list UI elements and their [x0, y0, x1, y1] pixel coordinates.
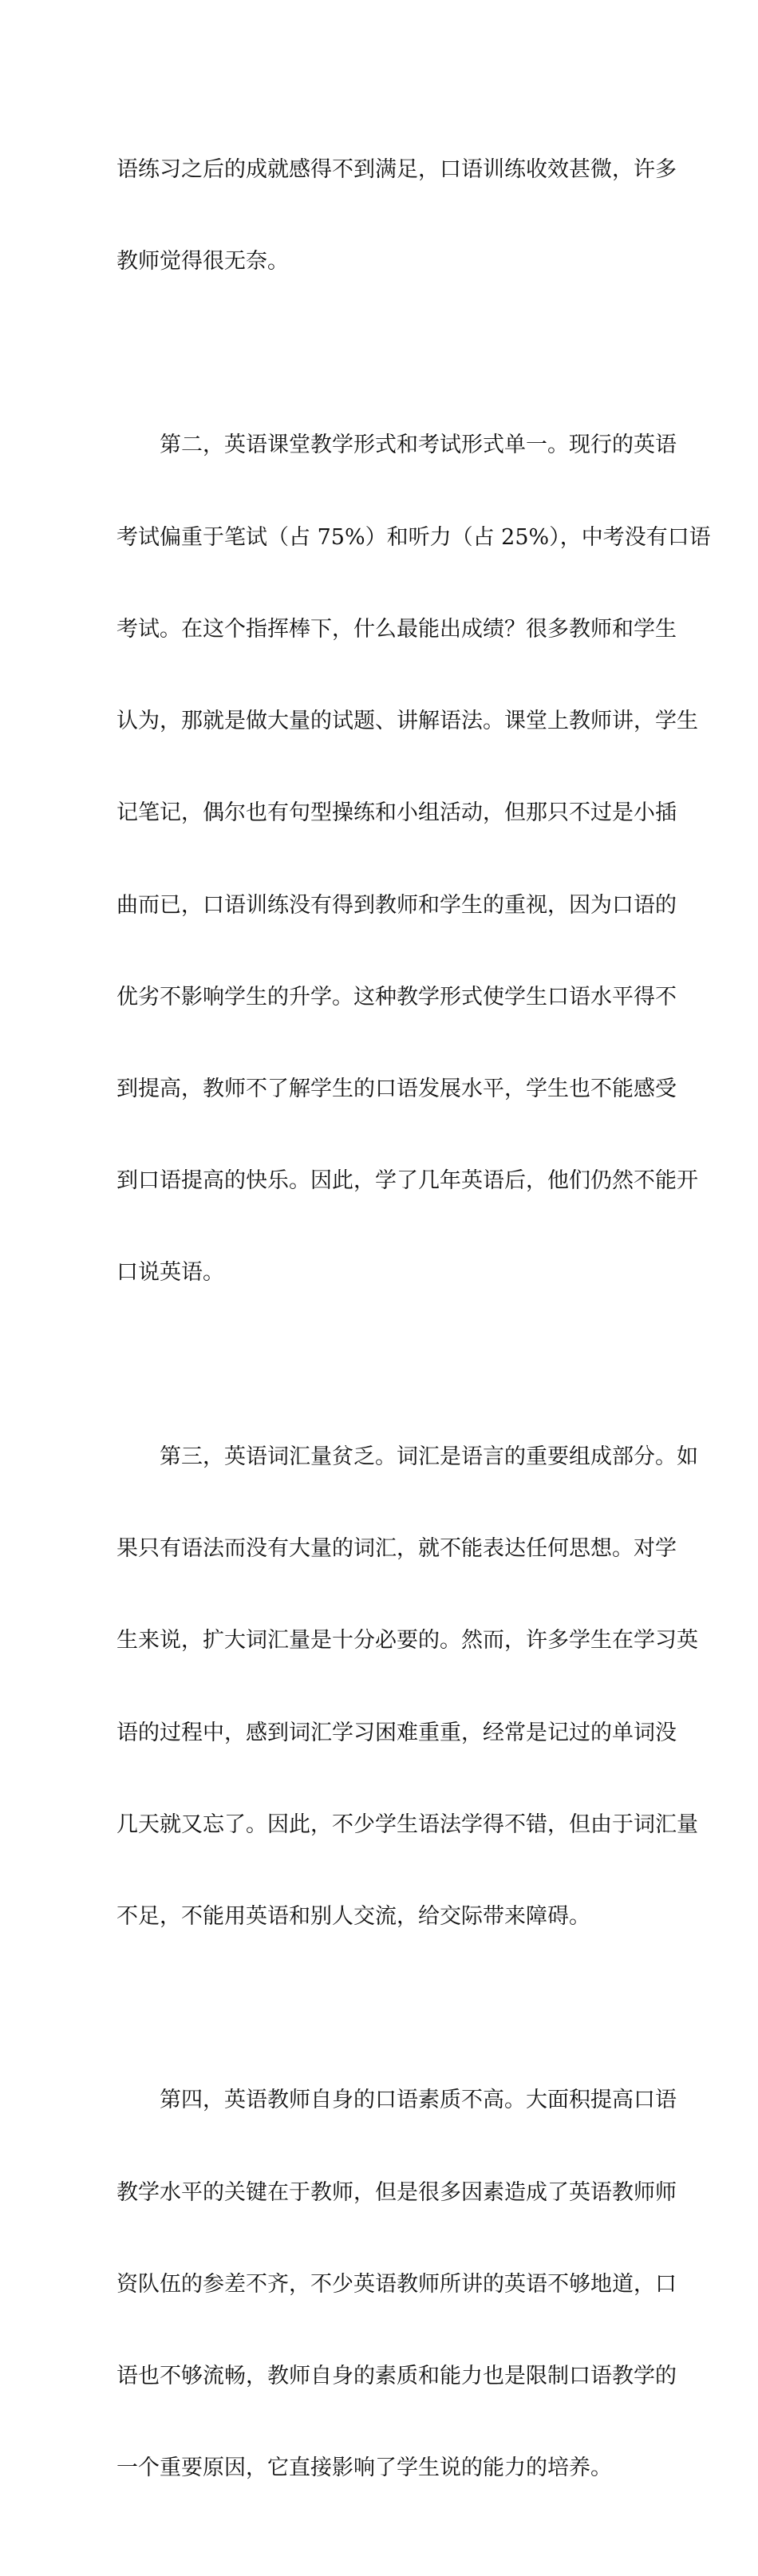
text-line: 教师觉得很无奈。: [116, 249, 289, 275]
text-line: 几天就又忘了。因此，不少学生语法学得不错，但由于词汇量: [116, 1811, 698, 1837]
text-line: 到提高，教师不了解学生的口语发展水平，学生也不能感受: [116, 1076, 677, 1101]
paragraph-continuation: [116, 93, 677, 338]
document-body: [116, 93, 711, 2576]
text-line: 语也不够流畅，教师自身的素质和能力也是限制口语教学的: [116, 2364, 677, 2389]
text-line: 到口语提高的快乐。因此，学了几年英语后，他们仍然不能开: [116, 1168, 698, 1194]
paragraph-fourth-point: [116, 2025, 677, 2546]
text-line: 考试偏重于笔试（占 75%）和听力（占 25%），中考没有口语: [116, 524, 711, 550]
text-line: 一个重要原因，它直接影响了学生说的能力的培养。: [116, 2455, 612, 2481]
text-line: 考试。在这个指挥棒下，什么最能出成绩？很多教师和学生: [116, 616, 677, 642]
text-line: 曲而已，口语训练没有得到教师和学生的重视，因为口语的: [116, 892, 677, 918]
text-line: 语的过程中，感到词汇学习困难重重，经常是记过的单词没: [116, 1720, 677, 1745]
text-line: 生来说，扩大词汇量是十分必要的。然而，许多学生在学习英: [116, 1628, 698, 1653]
text-line: 资队伍的参差不齐，不少英语教师所讲的英语不够地道，口: [116, 2271, 677, 2297]
text-line: 语练习之后的成就感得不到满足，口语训练收效甚微，许多: [116, 156, 677, 182]
paragraph-third-point: [116, 1381, 698, 1993]
text-line: 记笔记，偶尔也有句型操练和小组活动，但那只不过是小插: [116, 800, 677, 826]
text-line: 果只有语法而没有大量的词汇，就不能表达任何思想。对学: [116, 1536, 677, 1562]
text-line: 不足，不能用英语和别人交流，给交际带来障碍。: [116, 1903, 590, 1929]
text-line: 第二，英语课堂教学形式和考试形式单一。现行的英语: [160, 433, 677, 458]
text-line: 口说英语。: [116, 1260, 224, 1286]
text-line: 认为，那就是做大量的试题、讲解语法。课堂上教师讲，学生: [116, 709, 698, 734]
text-line: 优劣不影响学生的升学。这种教学形式使学生口语水平得不: [116, 984, 677, 1009]
text-line: 教学水平的关键在于教师，但是很多因素造成了英语教师师: [116, 2179, 677, 2205]
text-line: 第四，英语教师自身的口语素质不高。大面积提高口语: [160, 2088, 677, 2113]
paragraph-second-point: [116, 369, 711, 1350]
text-line: 第三，英语词汇量贫乏。词汇是语言的重要组成部分。如: [160, 1444, 698, 1469]
